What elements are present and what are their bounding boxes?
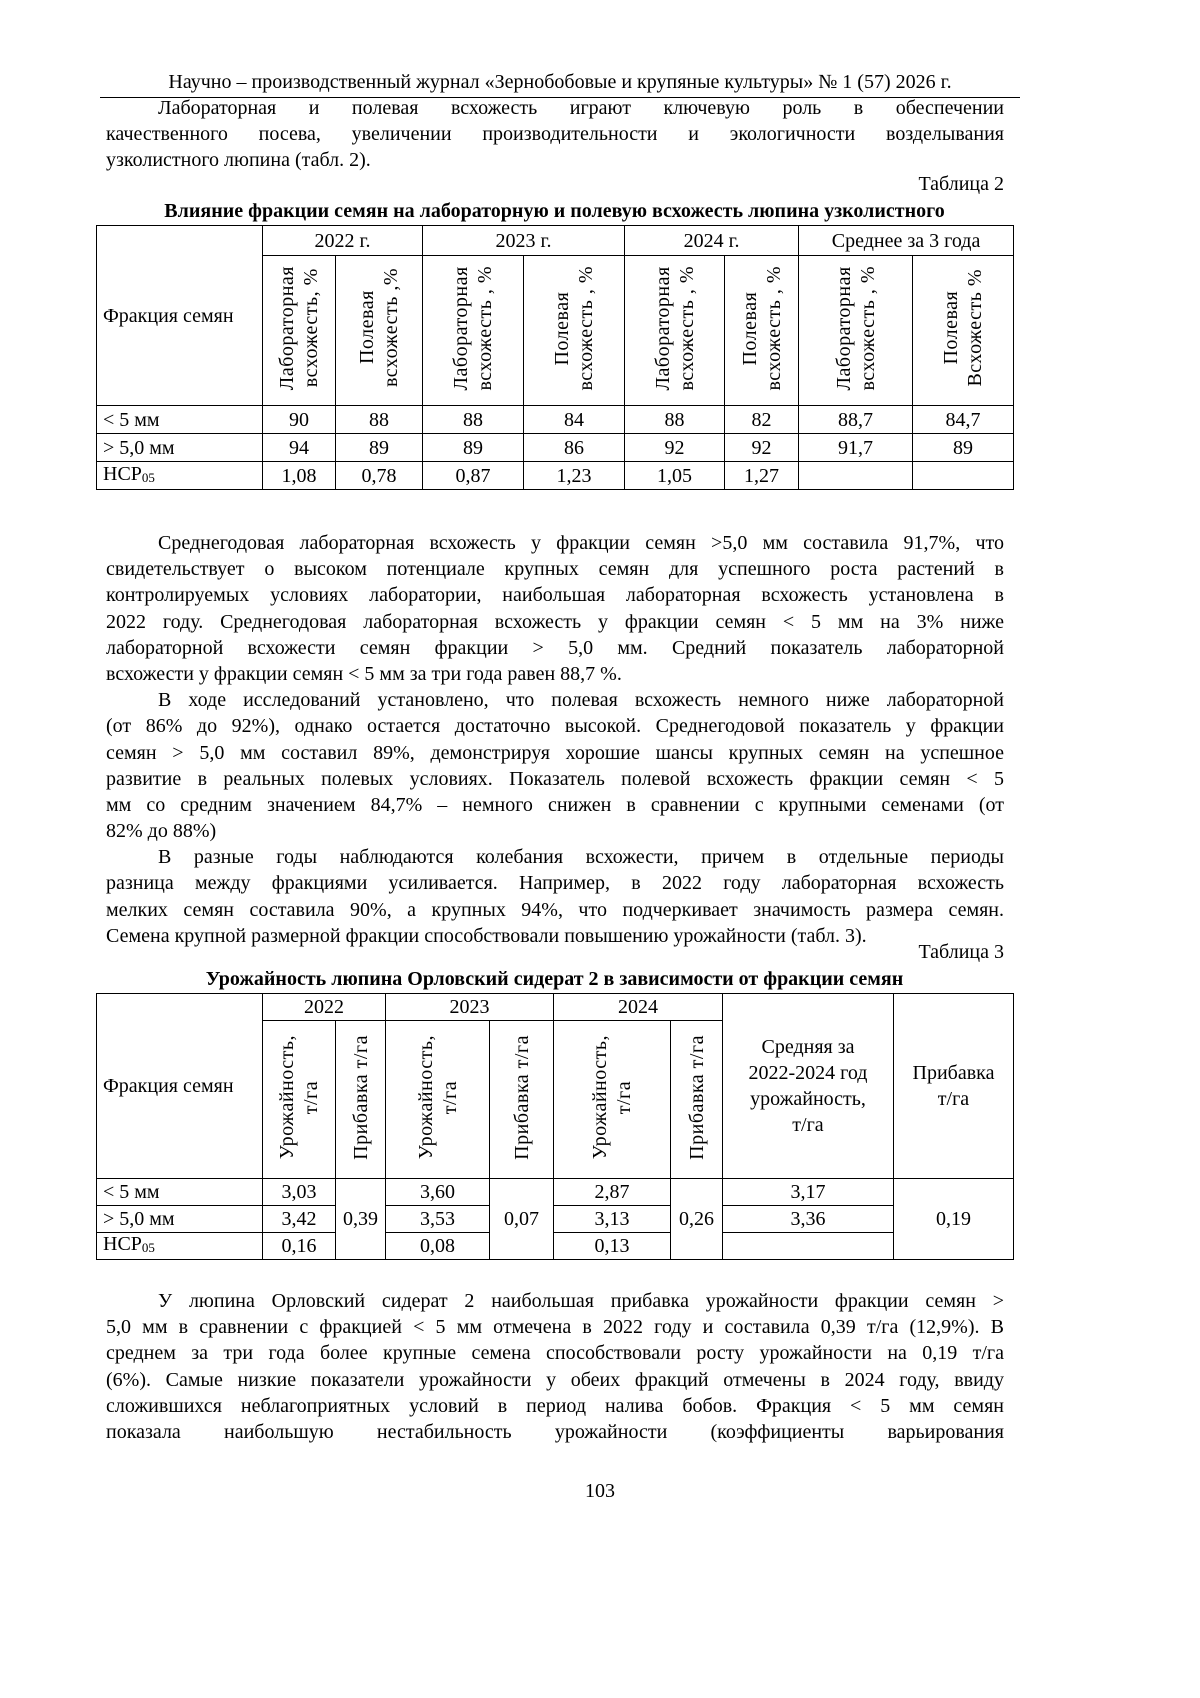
table-cell	[913, 462, 1014, 490]
avg-header-line: Средняя за	[761, 1036, 855, 1058]
paragraph-line: показала наибольшую нестабильность урожайности (коэффициенты варьирования	[106, 1420, 1004, 1443]
journal-header: Научно – производственный журнал «Зернобобовые и крупяные культуры» № 1 (57) 2026 г.	[100, 70, 1020, 98]
yield-cell: 3,60	[386, 1179, 490, 1206]
column-header-text	[414, 1035, 462, 1159]
row-header: Фракция семян	[97, 226, 263, 406]
table-2-caption: Таблица 2	[918, 173, 1004, 195]
column-header-text	[349, 1035, 373, 1160]
table-row	[97, 1206, 1014, 1233]
column-header	[263, 1021, 336, 1179]
avg-yield-cell	[723, 1233, 894, 1260]
group-header: 2024	[554, 994, 723, 1021]
paragraph-line: Лабораторная и полевая всхожесть играют ключевую роль в обеспечении	[158, 97, 1004, 119]
paragraph-line: мелких семян составила 90%, а крупных 94%, что подчеркивает значимость размера семян.	[106, 898, 1004, 921]
gain-header	[894, 994, 1014, 1179]
row-label-text: < 5 мм	[103, 408, 160, 431]
table-cell: 82	[725, 406, 799, 434]
table-cell: 92	[625, 434, 725, 462]
paragraph-line: 2022 году. Среднегодовая лабораторная всхожесть у фракции семян < 5 мм на 3% ниже	[106, 610, 1004, 633]
paragraph-line: узколистного люпина (табл. 2).	[106, 149, 371, 172]
table-row	[97, 406, 1014, 434]
column-header-line: всхожесть , %	[856, 265, 879, 391]
paragraph-line: Семена крупной размерной фракции способствовали повышению урожайности (табл. 3).	[106, 924, 867, 947]
table-cell: 1,08	[263, 462, 336, 490]
column-header-line: Урожайность,	[276, 1034, 298, 1160]
row-label-text: < 5 мм	[103, 1181, 160, 1203]
table-cell: 84	[524, 406, 625, 434]
table-cell: 1,27	[725, 462, 799, 490]
yield-cell: 0,13	[554, 1233, 671, 1260]
table-row	[97, 1233, 1014, 1260]
table-cell: 94	[263, 434, 336, 462]
column-header-text	[550, 266, 598, 391]
column-header-line: т/га	[300, 1080, 322, 1114]
avg-header-line: урожайность,	[750, 1088, 866, 1110]
paragraph-line: среднем за три года более крупные семена способствовали росту урожайности на 0,19 т/га	[106, 1342, 1004, 1365]
group-header: 2024 г.	[625, 226, 799, 256]
column-header-line: Полевая	[551, 291, 574, 365]
column-header-line: Прибавка т/га	[685, 1034, 708, 1160]
gain-cell: 0,26	[671, 1179, 723, 1260]
column-header-line: т/га	[438, 1080, 461, 1114]
table-cell: 0,78	[336, 462, 423, 490]
group-header: 2023	[386, 994, 554, 1021]
column-header	[725, 256, 799, 406]
group-header: 2023 г.	[423, 226, 625, 256]
gain-header-line: Прибавка	[912, 1062, 995, 1084]
yield-cell: 0,08	[386, 1233, 490, 1260]
table-cell: 90	[263, 406, 336, 434]
column-header-text	[651, 266, 699, 391]
table-cell: 88	[423, 406, 524, 434]
paragraph-line: 82% до 88%)	[106, 820, 217, 843]
column-header-line: Лабораторная	[276, 265, 298, 391]
column-header-text	[738, 266, 786, 391]
yield-cell: 3,03	[263, 1179, 336, 1206]
column-header-line: Лабораторная	[832, 265, 855, 391]
column-header-line: Прибавка т/га	[510, 1034, 533, 1160]
avg-header	[723, 994, 894, 1179]
column-header-line: всхожесть , %	[762, 265, 785, 391]
text-block-yield	[106, 1288, 1004, 1445]
column-header-line: Лабораторная	[651, 265, 674, 391]
gain-header-line: т/га	[937, 1088, 970, 1110]
paragraph-line: У люпина Орловский сидерат 2 наибольшая прибавка урожайности фракции семян >	[158, 1290, 1004, 1312]
yield-cell: 0,16	[263, 1233, 336, 1260]
column-header-line: т/га	[613, 1080, 635, 1114]
paragraph-line: (от 86% до 92%), однако остается достаточно высокой. Среднегодовой показатель у фракции	[106, 715, 1004, 738]
table-3	[96, 993, 1014, 1260]
text-block-intro	[106, 95, 1004, 174]
column-header	[524, 256, 625, 406]
paragraph-line: качественного посева, увеличении производительности и экологичности возделывания	[106, 123, 1004, 146]
column-header-line: Лабораторная	[450, 265, 473, 391]
row-label	[97, 434, 263, 462]
column-header-text	[588, 1035, 636, 1159]
column-header	[336, 1021, 386, 1179]
group-header: 2022	[263, 994, 386, 1021]
table-cell: 1,05	[625, 462, 725, 490]
row-label-text: НСР	[103, 462, 142, 485]
paragraph-line: свидетельствует о высоком потенциале крупных семян для успешного роста растений в	[106, 558, 1004, 581]
group-header: Среднее за 3 года	[799, 226, 1014, 256]
paragraph-line: разница между фракциями усиливается. Например, в 2022 году лабораторная всхожесть	[106, 872, 1004, 895]
column-header-text	[939, 269, 987, 387]
column-header	[913, 256, 1014, 406]
table-cell: 0,87	[423, 462, 524, 490]
table-cell: 86	[524, 434, 625, 462]
yield-cell: 2,87	[554, 1179, 671, 1206]
row-label	[97, 1233, 263, 1260]
table-cell: 1,23	[524, 462, 625, 490]
column-header-line: Полевая	[738, 291, 761, 365]
avg-yield-cell: 3,36	[723, 1206, 894, 1233]
column-header-line: Всхожесть %	[964, 269, 987, 387]
table-3-title: Урожайность люпина Орловский сидерат 2 в зависимости от фракции семян	[205, 968, 904, 990]
table-3-caption: Таблица 3	[918, 941, 1004, 963]
row-label	[97, 1179, 263, 1206]
column-header-line: всхожесть , %	[675, 265, 698, 391]
row-label-text: > 5,0 мм	[103, 1208, 175, 1230]
column-header-line: Полевая	[356, 291, 378, 365]
avg-header-line: 2022-2024 год	[748, 1062, 868, 1084]
table-row	[97, 1179, 1014, 1206]
gain-cell: 0,39	[336, 1179, 386, 1260]
table-cell: 88,7	[799, 406, 913, 434]
paragraph-line: сложившихся неблагоприятных условий в период налива бобов. Фракция < 5 мм семян	[106, 1394, 1004, 1417]
row-label-subscript: 05	[141, 1240, 155, 1255]
avg-gain-cell: 0,19	[894, 1179, 1014, 1260]
column-header-line: Урожайность,	[589, 1034, 611, 1160]
column-header	[263, 256, 336, 406]
column-header-line: всхожесть ,%	[380, 268, 402, 388]
avg-yield-cell: 3,17	[723, 1179, 894, 1206]
table-2-title: Влияние фракции семян на лабораторную и полевую всхожесть люпина узколистного	[164, 200, 945, 222]
paragraph-line: семян > 5,0 мм составил 89%, демонстрируя хорошие шансы крупных семян на успешное	[106, 741, 1004, 764]
column-header	[423, 256, 524, 406]
table-cell	[799, 462, 913, 490]
paragraph-line: развитие в реальных полевых условиях. Показатель полевой всхожесть фракции семян < 5	[106, 767, 1004, 790]
row-label	[97, 406, 263, 434]
row-label-text: > 5,0 мм	[103, 436, 175, 459]
table-cell: 91,7	[799, 434, 913, 462]
table-cell: 88	[625, 406, 725, 434]
column-header-line: всхожесть, %	[300, 268, 322, 388]
avg-header-line: т/га	[792, 1114, 824, 1136]
paragraph-line: лабораторной всхожести семян фракции > 5,0 мм. Средний показатель лабораторной	[106, 636, 1004, 659]
table-2	[96, 225, 1014, 490]
column-header-line: всхожесть , %	[474, 265, 497, 391]
row-header: Фракция семян	[97, 994, 263, 1179]
table-cell: 89	[423, 434, 524, 462]
table-row	[97, 462, 1014, 490]
yield-cell: 3,13	[554, 1206, 671, 1233]
column-header-line: всхожесть , %	[575, 265, 598, 391]
column-header-text	[832, 266, 880, 391]
row-label-text: НСР	[103, 1233, 142, 1255]
text-block-discussion	[106, 530, 1004, 949]
column-header-text	[449, 266, 497, 391]
paragraph-line: (6%). Самые низкие показатели урожайности у обеих фракций отмечены в 2024 году, ввиду	[106, 1368, 1004, 1391]
table-cell: 84,7	[913, 406, 1014, 434]
table-cell: 89	[336, 434, 423, 462]
column-header-line: Прибавка т/га	[349, 1034, 372, 1160]
column-header	[336, 256, 423, 406]
yield-cell: 3,42	[263, 1206, 336, 1233]
column-header-line: Урожайность,	[414, 1034, 437, 1160]
column-header	[799, 256, 913, 406]
table-cell: 92	[725, 434, 799, 462]
paragraph-line: всхожести у фракции семян < 5 мм за три года равен 88,7 %.	[106, 662, 622, 685]
group-header: 2022 г.	[263, 226, 423, 256]
paragraph-line: 5,0 мм в сравнении с фракцией < 5 мм отмечена в 2022 году и составила 0,39 т/га (12,9%). В	[106, 1316, 1004, 1339]
row-label	[97, 462, 263, 490]
column-header-text	[275, 266, 323, 390]
paragraph-line: В разные годы наблюдаются колебания всхожести, причем в отдельные периоды	[158, 846, 1004, 869]
page-number: 103	[585, 1480, 615, 1502]
column-header	[625, 256, 725, 406]
column-header-line: Полевая	[940, 291, 963, 365]
paragraph-line: мм со средним значением 84,7% – немного снижен в сравнении с крупными семенами (от	[106, 793, 1004, 816]
column-header-text	[510, 1035, 534, 1160]
paragraph-line: Среднегодовая лабораторная всхожесть у фракции семян >5,0 мм составила 91,7%, что	[158, 532, 1004, 554]
column-header-text	[275, 1035, 323, 1159]
paragraph-line: контролируемых условиях лаборатории, наибольшая лабораторная всхожесть установлена в	[106, 584, 1004, 607]
paragraph-line: В ходе исследований установлено, что полевая всхожесть немного ниже лабораторной	[158, 689, 1004, 712]
column-header-text	[355, 268, 403, 387]
table-cell: 89	[913, 434, 1014, 462]
column-header	[386, 1021, 490, 1179]
column-header	[554, 1021, 671, 1179]
yield-cell: 3,53	[386, 1206, 490, 1233]
table-row	[97, 434, 1014, 462]
row-label-subscript: 05	[141, 469, 155, 485]
column-header-text	[685, 1035, 709, 1160]
table-cell: 88	[336, 406, 423, 434]
column-header	[671, 1021, 723, 1179]
column-header	[490, 1021, 554, 1179]
row-label	[97, 1206, 263, 1233]
gain-cell: 0,07	[490, 1179, 554, 1260]
